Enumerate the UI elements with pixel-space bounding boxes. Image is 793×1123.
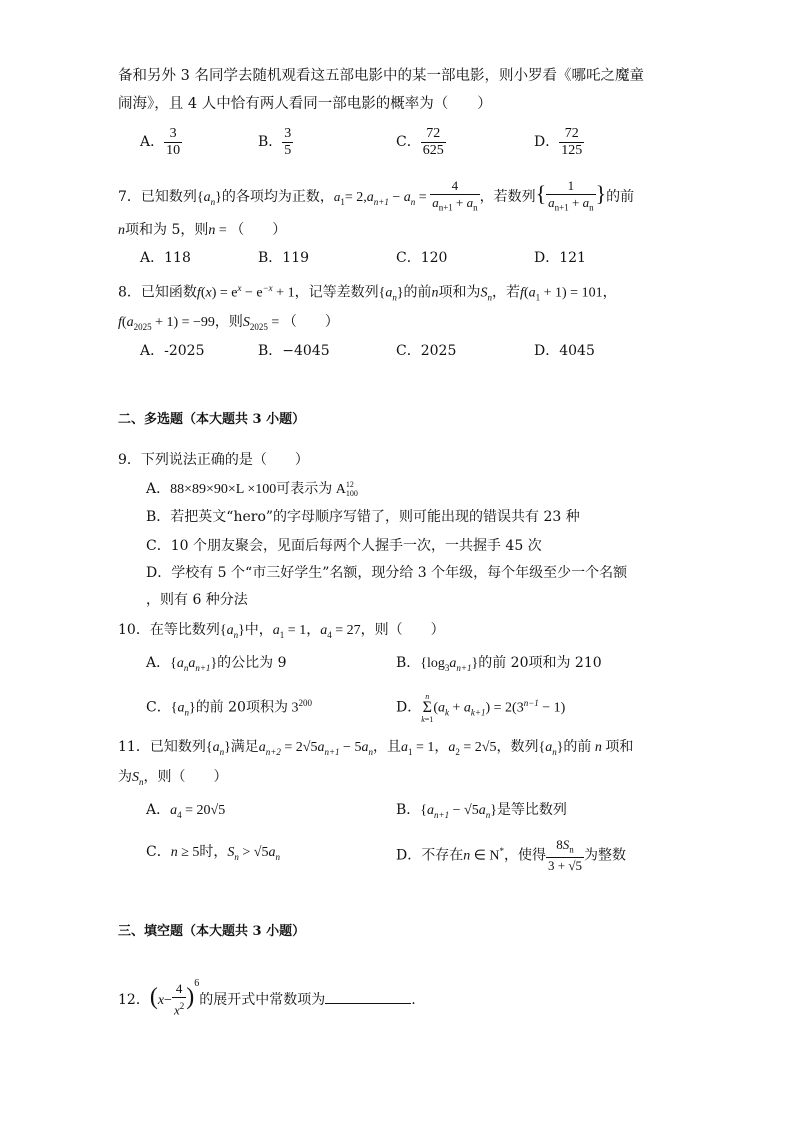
q8-option-c: C．2025 bbox=[396, 343, 457, 359]
q8-stem: 8．已知函数$f(x) = e^x - e^{-x} + 1$，记等差数列$\{a_n\}$的前n项和为$S_n$，若$f(a_1 + 1) = 101$， bbox=[118, 283, 617, 303]
q9-option-b: B．若把英文“hero”的字母顺序写错了，则可能出现的错误共有 23 种 bbox=[146, 509, 580, 525]
q11-stem: 11．已知数列$\{a_n\}$满足$a_{n+2} = 2√5a_{n+1} - 5a_n$，且$a_1 = 1$，$a_2 = 2√5$，数列$\{a_n\}$的前 n 项和 bbox=[118, 739, 634, 757]
q8-option-a: A．-2025 bbox=[140, 343, 205, 359]
q11-option-b: B．$\{a_{n+1} - √5a_n\}$是等比数列 bbox=[396, 802, 567, 820]
q8-option-d: D．4045 bbox=[534, 343, 595, 359]
q7-stem: 7．已知数列$\{a_n\}$的各项均为正数，$a_1= 2,a_{n+1} - a_n$ = $\frac{4}{a_{n+1} + a_n}$ ，若数列{ $\frac{1}{a_{n+1} + a_n}$ }的前 bbox=[118, 178, 635, 213]
q7-option-b: B．119 bbox=[258, 250, 310, 266]
q6-options bbox=[140, 124, 740, 160]
q11-option-d: D．不存在n ∈ N*，使得 $\frac{8S_n}{3 + √5}$ 为整数 bbox=[396, 836, 627, 874]
q10-option-d: D． n Σ k=1 $(a_k + a_{k+1}) = 2(3^{n-1} - 1)$ bbox=[396, 691, 566, 724]
q10-option-b: B．$\{\log_3a_{n+1}\}$的前 20项和为 210 bbox=[396, 655, 602, 673]
q6-line1: 备和另外 3 名同学去随机观看这五部电影中的某一部电影，则小罗看《哪吒之魔童 bbox=[118, 68, 644, 84]
q12-stem: 12．(x− $\frac{4}{x^2}$ )$^6$的展开式中常数项为 . bbox=[118, 978, 416, 1018]
q7-option-c: C．120 bbox=[396, 250, 448, 266]
q9-option-d-line2: ，则有 6 种分法 bbox=[146, 592, 248, 608]
q9-option-c: C．10 个朋友聚会，见面后每两个人握手一次，一共握手 45 次 bbox=[146, 538, 542, 554]
q11-option-a: A．$a_4 = 20√5$ bbox=[146, 802, 226, 820]
q7-option-d: D．121 bbox=[534, 250, 586, 266]
q6-option-b: B． $\frac{3}{5}$ bbox=[258, 125, 292, 158]
answer-blank[interactable] bbox=[325, 989, 411, 1004]
q6-option-d: D． $\frac{72}{125}$ bbox=[534, 125, 583, 158]
q8-line2: $f(a_{2025} + 1) = -99$，则$S_{2025}$ = （ ） bbox=[118, 314, 339, 332]
q9-stem: 9．下列说法正确的是（ ） bbox=[118, 452, 309, 468]
q9-option-d-line1: D．学校有 5 个“市三好学生”名额，现分给 3 个年级，每个年级至少一个名额 bbox=[146, 565, 628, 581]
section-heading-multiple-choice: 二、多选题（本大题共 3 小题） bbox=[118, 412, 306, 427]
q10-option-c: C．$\{a_n\}$的前 20项积为 $3^{200}$ bbox=[146, 698, 312, 718]
q10-option-a: A．$\{a_na_{n+1}\}$的公比为 9 bbox=[146, 655, 287, 673]
q6-line2: 闹海》，且 4 人中恰有两人看同一部电影的概率为（ ） bbox=[118, 96, 492, 112]
section-heading-fill-in: 三、填空题（本大题共 3 小题） bbox=[118, 924, 306, 939]
q9-option-a: A．88×89×90×L ×100可表示为 A 12 100 bbox=[146, 480, 358, 498]
q10-stem: 10．在等比数列$\{a_n\}$中，$a_1 = 1$，$a_4 = 27$，则（ ） bbox=[118, 622, 445, 640]
q11-option-c: C．n ≥ 5时，$S_n > √5a_n$ bbox=[146, 844, 280, 862]
q11-line2: 为$S_n$，则（ ） bbox=[118, 769, 228, 787]
q7-option-a: A．118 bbox=[140, 250, 191, 266]
q8-option-b: B．−4045 bbox=[258, 343, 330, 359]
q6-option-c: C． $\frac{72}{625}$ bbox=[396, 125, 444, 158]
q6-option-a: A． $\frac{3}{10}$ bbox=[140, 125, 181, 158]
q7-line2: n项和为 5，则n = （ ） bbox=[118, 222, 287, 238]
